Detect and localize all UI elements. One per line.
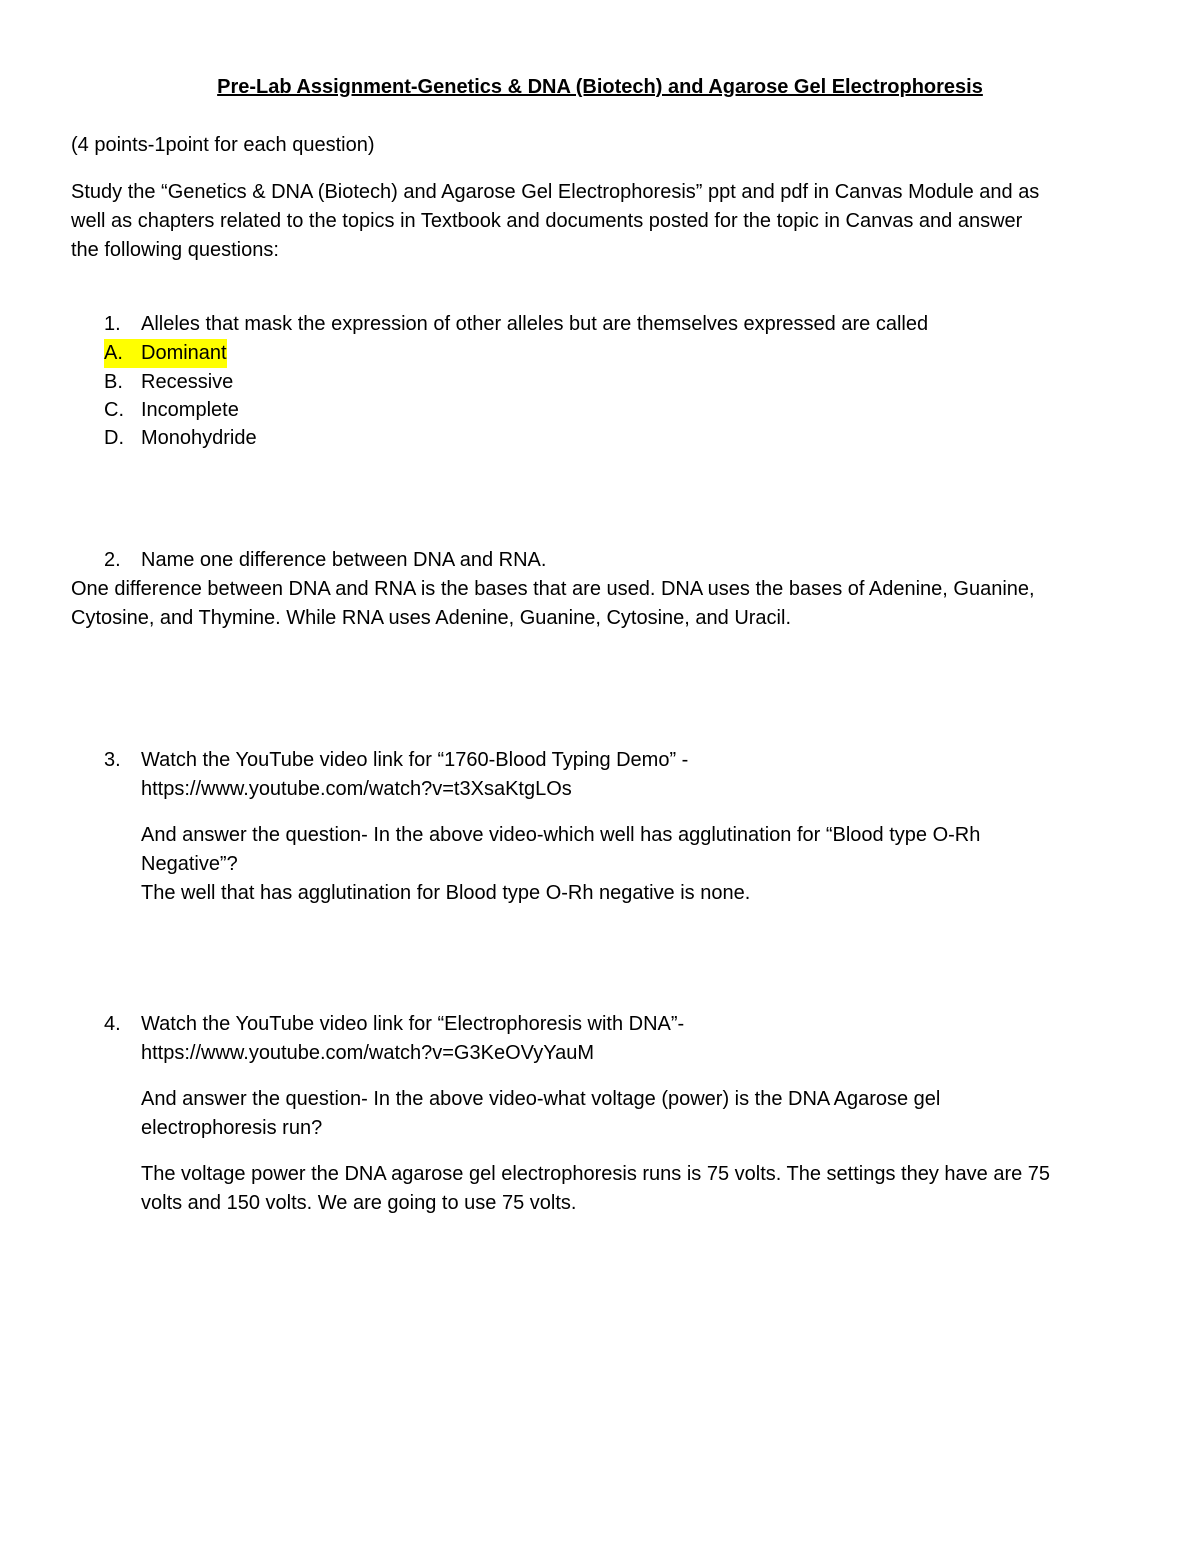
question-3-question-line-2: Negative”?	[141, 853, 238, 875]
question-4-question-line-1: And answer the question- In the above video-what voltage (power) is the DNA Agarose gel	[141, 1088, 941, 1110]
question-1-option-b-letter: B.	[104, 371, 123, 393]
points-note: (4 points-1point for each question)	[71, 134, 375, 156]
question-3-link[interactable]: https://www.youtube.com/watch?v=t3XsaKtgLOs	[141, 778, 572, 800]
question-1-option-a-letter: A.	[104, 339, 141, 368]
question-3-number: 3.	[104, 749, 121, 771]
instructions-line-3: the following questions:	[71, 239, 279, 261]
question-3-question-line-1: And answer the question- In the above video-which well has agglutination for “Blood type O-Rh	[141, 824, 981, 846]
question-4-number: 4.	[104, 1013, 121, 1035]
question-4-question-line-2: electrophoresis run?	[141, 1117, 323, 1139]
question-2-answer-line-1: One difference between DNA and RNA is the bases that are used. DNA uses the bases of Adenine, Guanine,	[71, 578, 1035, 600]
instructions-line-2: well as chapters related to the topics in Textbook and documents posted for the topic in Canvas and answer	[71, 210, 1023, 232]
question-4-prompt: Watch the YouTube video link for “Electrophoresis with DNA”-	[141, 1013, 685, 1035]
question-3-prompt: Watch the YouTube video link for “1760-Blood Typing Demo” -	[141, 749, 689, 771]
question-2-answer-line-2: Cytosine, and Thymine. While RNA uses Adenine, Guanine, Cytosine, and Uracil.	[71, 607, 791, 629]
question-1-option-d-text: Monohydride	[141, 427, 257, 449]
question-1-option-c-text: Incomplete	[141, 399, 239, 421]
question-4-answer-line-1: The voltage power the DNA agarose gel electrophoresis runs is 75 volts. The settings they have are 75	[141, 1163, 1051, 1185]
question-1-number: 1.	[104, 313, 121, 335]
document-title: Pre-Lab Assignment-Genetics & DNA (Biotech) and Agarose Gel Electrophoresis	[217, 76, 983, 98]
question-4-answer-line-2: volts and 150 volts. We are going to use 75 volts.	[141, 1192, 577, 1214]
question-2-number: 2.	[104, 549, 121, 571]
question-1-prompt: Alleles that mask the expression of other alleles but are themselves expressed are called	[141, 313, 929, 335]
question-1-option-b-text: Recessive	[141, 371, 234, 393]
question-2-prompt: Name one difference between DNA and RNA.	[141, 549, 547, 571]
question-1-option-c-letter: C.	[104, 399, 124, 421]
instructions-line-1: Study the “Genetics & DNA (Biotech) and Agarose Gel Electrophoresis” ppt and pdf in Canvas Module and as	[71, 181, 1040, 203]
question-4-link[interactable]: https://www.youtube.com/watch?v=G3KeOVyYauM	[141, 1042, 594, 1064]
question-1-option-d-letter: D.	[104, 427, 124, 449]
question-1-option-a-text: Dominant	[141, 339, 227, 368]
question-3-answer: The well that has agglutination for Blood type O-Rh negative is none.	[141, 882, 751, 904]
